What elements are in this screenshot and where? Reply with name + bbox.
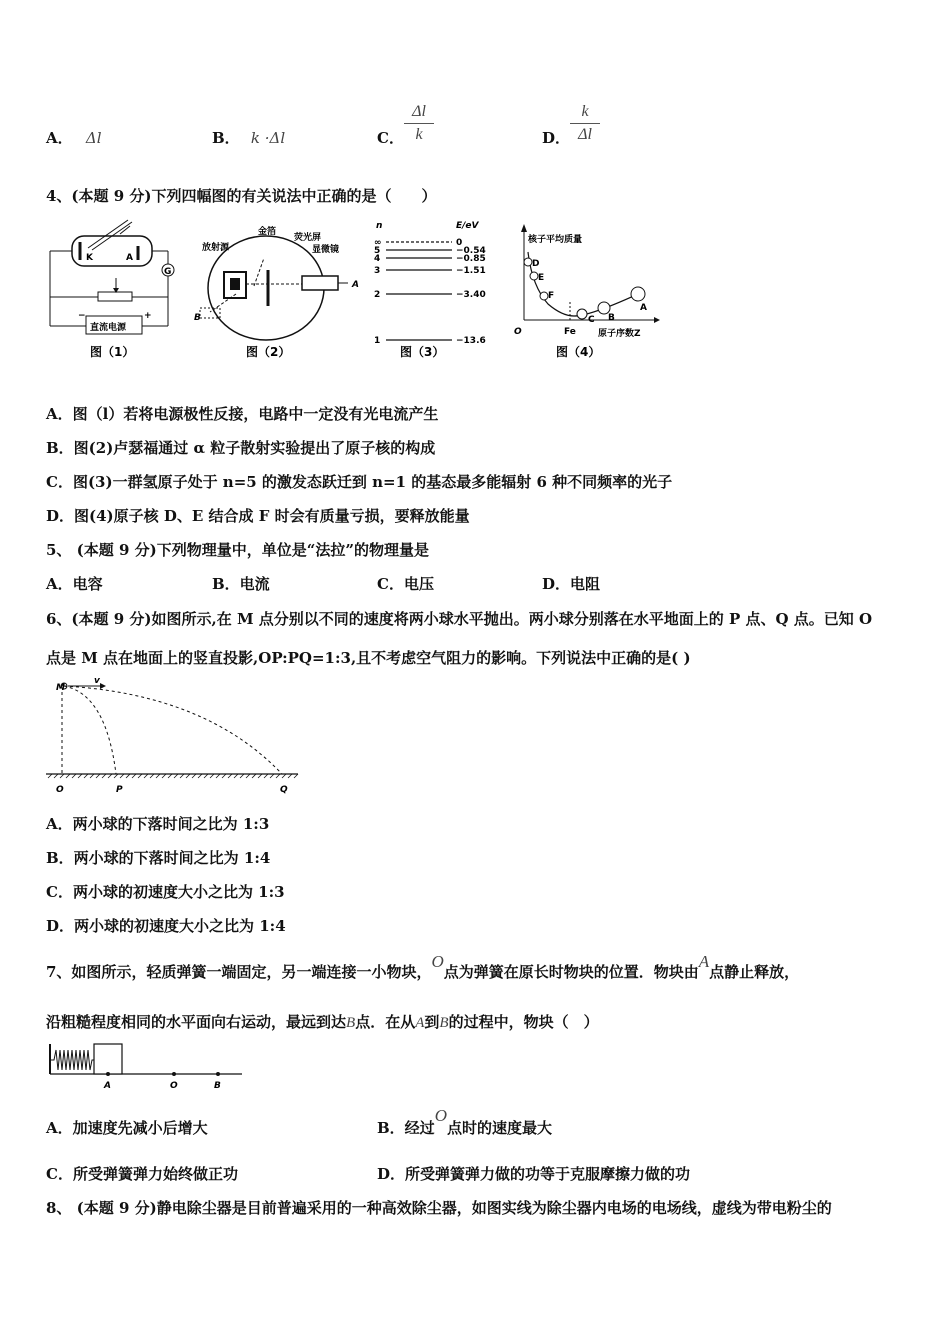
q7-option-c: C．所受弹簧弹力始终做正功 xyxy=(46,1165,238,1183)
q3-option-d-denominator: Δl xyxy=(578,126,592,143)
q6-figure xyxy=(46,674,306,798)
q7-stem2-part4: 的过程中，物块（ ） xyxy=(448,1013,599,1031)
q3-option-c-fraction xyxy=(404,103,434,144)
q7-option-b-part1: B．经过 xyxy=(377,1119,435,1137)
q7-label-o: O xyxy=(170,1081,178,1091)
q5-option-b: B．电流 xyxy=(212,575,270,593)
q6-stem-line2: 点是 M 点在地面上的竖直投影,OP:PQ=1:3,且不考虑空气阻力的影响。下列说法中正确的是( ) xyxy=(46,649,691,667)
q6-label-v: v xyxy=(94,676,100,686)
q4-figure-3 xyxy=(370,216,500,362)
energy-level-n: 5 xyxy=(374,246,381,256)
q5-option-a: A．电容 xyxy=(46,575,103,593)
q6-label-p: P xyxy=(116,785,123,795)
q6-option-b: B．两小球的下落时间之比为 1:4 xyxy=(46,849,271,867)
fig4-xlabel: 原子序数Z xyxy=(598,329,641,339)
fig1-power-source: 直流电源 xyxy=(90,323,127,333)
fig2-source: 放射源 xyxy=(202,243,230,253)
q5-option-c: C．电压 xyxy=(377,575,434,593)
q6-label-m: M xyxy=(56,683,65,693)
q7-stem2-part3: 到 xyxy=(424,1013,440,1031)
q6-label-o: O xyxy=(56,785,64,795)
q4-option-c: C．图(3)一群氢原子处于 n=5 的激发态跃迁到 n=1 的基态最多能辐射 6 种不同频率的光子 xyxy=(46,473,673,491)
energy-level-e: −0.85 xyxy=(456,254,486,264)
q7-label-b: B xyxy=(214,1081,221,1091)
fig4-point-b: B xyxy=(608,313,615,323)
q7-stem2-symbol-b: B xyxy=(346,1015,356,1031)
energy-level-n: 3 xyxy=(374,266,381,276)
energy-level-e: −0.54 xyxy=(456,246,486,256)
q3-option-a-label: A． xyxy=(46,129,73,147)
q7-stem2-part1: 沿粗糙程度相同的水平面向右运动，最远到达 xyxy=(46,1013,347,1031)
q6-option-d: D．两小球的初速度大小之比为 1:4 xyxy=(46,917,286,935)
energy-level-n: ∞ xyxy=(374,238,382,248)
q6-label-q: Q xyxy=(280,785,288,795)
fig4-origin: O xyxy=(514,327,522,337)
q7-option-b-part2: 点时的速度最大 xyxy=(446,1119,552,1137)
fig4-fe-label: Fe xyxy=(564,327,576,337)
q8-stem: 8、 (本题 9 分)静电除尘器是目前普遍采用的一种高效除尘器，如图实线为除尘器内电场的电场线，虚线为带电粉尘的 xyxy=(46,1199,832,1217)
fig4-point-d: D xyxy=(532,259,540,269)
q7-symbol-a: A xyxy=(698,952,710,971)
q4-option-d: D．图(4)原子核 D、E 结合成 F 时会有质量亏损，要释放能量 xyxy=(46,507,470,525)
q7-option-a: A．加速度先减小后增大 xyxy=(46,1119,208,1137)
q7-stem2-symbol-b2: B xyxy=(439,1015,449,1031)
q4-figure-4 xyxy=(510,216,660,362)
energy-level-e: −13.6 xyxy=(456,336,486,346)
fig4-ylabel: 核子平均质量 xyxy=(528,235,583,245)
fig2-caption: 图（2） xyxy=(246,345,291,359)
energy-level-e: −3.40 xyxy=(456,290,486,300)
energy-level-n: 4 xyxy=(374,254,381,264)
q7-stem-line2 xyxy=(46,1012,599,1033)
q3-option-d-label: D． xyxy=(542,129,571,147)
q7-option-b-symbol-o: O xyxy=(434,1106,447,1125)
fig4-point-a: A xyxy=(640,303,647,313)
q3-option-b xyxy=(212,128,285,148)
energy-level-e: 0 xyxy=(456,238,463,248)
fig4-point-e: E xyxy=(538,273,545,283)
q7-stem-part3: 点静止释放， xyxy=(709,963,800,981)
fig3-n-label: n xyxy=(376,221,383,231)
q4-option-a: A．图（l）若将电源极性反接，电路中一定没有光电流产生 xyxy=(46,405,439,423)
q7-stem2-part2: 点．在从 xyxy=(355,1013,416,1031)
fig2-label-a: A xyxy=(352,280,359,290)
q3-option-c-numerator: Δl xyxy=(412,103,426,120)
energy-level-n: 1 xyxy=(374,336,381,346)
q7-label-a: A xyxy=(104,1081,111,1091)
fig2-foil: 金箔 xyxy=(258,227,277,237)
fig4-point-c: C xyxy=(588,315,595,325)
q6-option-a: A．两小球的下落时间之比为 1:3 xyxy=(46,815,270,833)
q4-figure-2 xyxy=(194,216,366,362)
q7-option-b xyxy=(377,1106,552,1138)
q6-stem-line1: 6、(本题 9 分)如图所示,在 M 点分别以不同的速度将两小球水平抛出。两小球分别落在水平地面上的 P 点、Q 点。已知 O xyxy=(46,610,873,628)
q4-figure-1 xyxy=(46,216,186,362)
q3-option-c-label: C． xyxy=(377,129,404,147)
fig3-caption: 图（3） xyxy=(400,345,445,359)
q5-stem: 5、 (本题 9 分)下列物理量中，单位是“法拉”的物理量是 xyxy=(46,541,429,559)
q3-option-b-label: B． xyxy=(212,129,240,147)
q4-option-b: B．图(2)卢瑟福通过 α 粒子散射实验提出了原子核的构成 xyxy=(46,439,436,457)
fig1-label-k: K xyxy=(86,253,93,263)
q3-option-a xyxy=(46,128,102,148)
q5-option-d: D．电阻 xyxy=(542,575,601,593)
fig2-label-b: B xyxy=(194,313,201,323)
q7-stem2-symbol-a: A xyxy=(415,1015,425,1031)
fig2-screen: 荧光屏 xyxy=(294,233,322,243)
q6-option-c: C．两小球的初速度大小之比为 1:3 xyxy=(46,883,285,901)
q7-symbol-o: O xyxy=(431,952,444,971)
q7-option-d: D．所受弹簧弹力做的功等于克服摩擦力做的功 xyxy=(377,1165,691,1183)
fig1-label-g: G xyxy=(164,267,172,277)
q7-stem-line1 xyxy=(46,952,800,982)
q3-option-b-value: k ·Δl xyxy=(250,129,286,147)
fig1-label-a: A xyxy=(126,253,133,263)
q3-option-d-fraction xyxy=(570,103,600,144)
q3-option-c-denominator: k xyxy=(415,126,423,143)
fig3-e-label: E/eV xyxy=(456,221,479,231)
q4-stem: 4、(本题 9 分)下列四幅图的有关说法中正确的是（ ） xyxy=(46,187,437,205)
q3-option-d-numerator: k xyxy=(581,103,589,120)
energy-level-n: 2 xyxy=(374,290,381,300)
q7-figure xyxy=(46,1040,246,1094)
q7-stem-part1: 7、如图所示，轻质弹簧一端固定，另一端连接一小物块， xyxy=(46,963,432,981)
energy-level-e: −1.51 xyxy=(456,266,486,276)
q7-stem-part2: 点为弹簧在原长时物块的位置．物块由 xyxy=(443,963,699,981)
q3-option-a-value: Δl xyxy=(85,129,102,147)
fig1-minus: − xyxy=(78,311,86,321)
fig1-caption: 图（1） xyxy=(90,345,135,359)
fig1-plus: + xyxy=(144,311,152,321)
fig4-point-f: F xyxy=(548,291,555,301)
fig4-caption: 图（4） xyxy=(556,345,601,359)
fig2-microscope: 显微镜 xyxy=(312,245,340,255)
